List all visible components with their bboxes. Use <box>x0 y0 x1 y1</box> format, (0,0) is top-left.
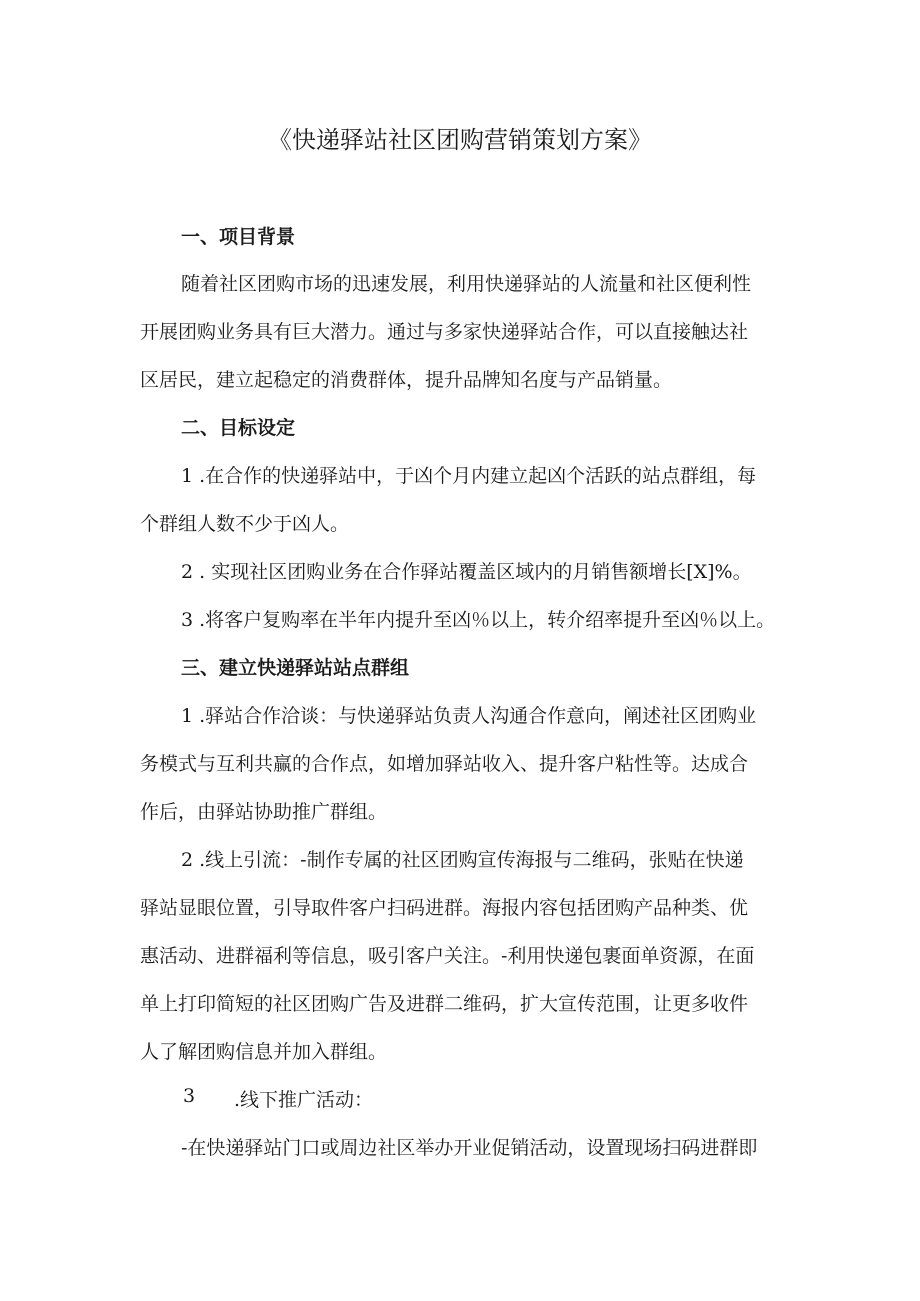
document-title: 《快递驿站社区团购营销策划方案》 <box>268 126 652 154</box>
station-item-2-line: 2 .线上引流：-制作专属的社区团购宣传海报与二维码，张贴在快递 <box>181 849 744 871</box>
goal-item-1-line: 个群组人数不少于凶人。 <box>140 513 350 535</box>
station-item-1-line: 1 .驿站合作洽谈：与快递驿站负责人沟通合作意向，阐述社区团购业 <box>181 705 757 727</box>
station-item-2-line: 单上打印简短的社区团购广告及进群二维码，扩大宣传范围，让更多收件 <box>140 993 749 1015</box>
section-heading-station-groups: 三、建立快递驿站站点群组 <box>181 657 410 679</box>
station-item-3-number: 3 <box>183 1085 196 1107</box>
station-item-2-line: 驿站显眼位置，引导取件客户扫码进群。海报内容包括团购产品种类、优 <box>140 897 749 919</box>
paragraph-line: 区居民，建立起稳定的消费群体，提升品牌知名度与产品销量。 <box>140 369 673 391</box>
section-heading-background: 一、项目背景 <box>181 226 296 248</box>
section-heading-goals: 二、目标设定 <box>181 417 296 439</box>
station-item-2-line: 人了解团购信息并加入群组。 <box>140 1041 388 1063</box>
station-item-1-line: 作后，由驿站协助推广群组。 <box>140 801 388 823</box>
paragraph-line: 开展团购业务具有巨大潜力。通过与多家快递驿站合作，可以直接触达社 <box>140 321 749 343</box>
goal-item-1-line: 1 .在合作的快递驿站中，于凶个月内建立起凶个活跃的站点群组，每 <box>181 465 757 487</box>
station-item-3-label: .线下推广活动： <box>234 1089 374 1111</box>
goal-item-3: 3 .将客户复购率在半年内提升至凶％以上，转介绍率提升至凶％以上。 <box>181 609 776 631</box>
station-item-3-line: -在快递驿站门口或周边社区举办开业促销活动，设置现场扫码进群即 <box>181 1137 758 1159</box>
goal-item-2: 2 . 实现社区团购业务在合作驿站覆盖区域内的月销售额增长[X]%。 <box>181 561 752 583</box>
station-item-2-line: 惠活动、进群福利等信息，吸引客户关注。-利用快递包裹面单资源，在面 <box>140 945 755 967</box>
station-item-1-line: 务模式与互利共赢的合作点，如增加驿站收入、提升客户粘性等。达成合 <box>140 753 749 775</box>
paragraph-line: 随着社区团购市场的迅速发展，利用快递驿站的人流量和社区便利性 <box>181 273 752 295</box>
